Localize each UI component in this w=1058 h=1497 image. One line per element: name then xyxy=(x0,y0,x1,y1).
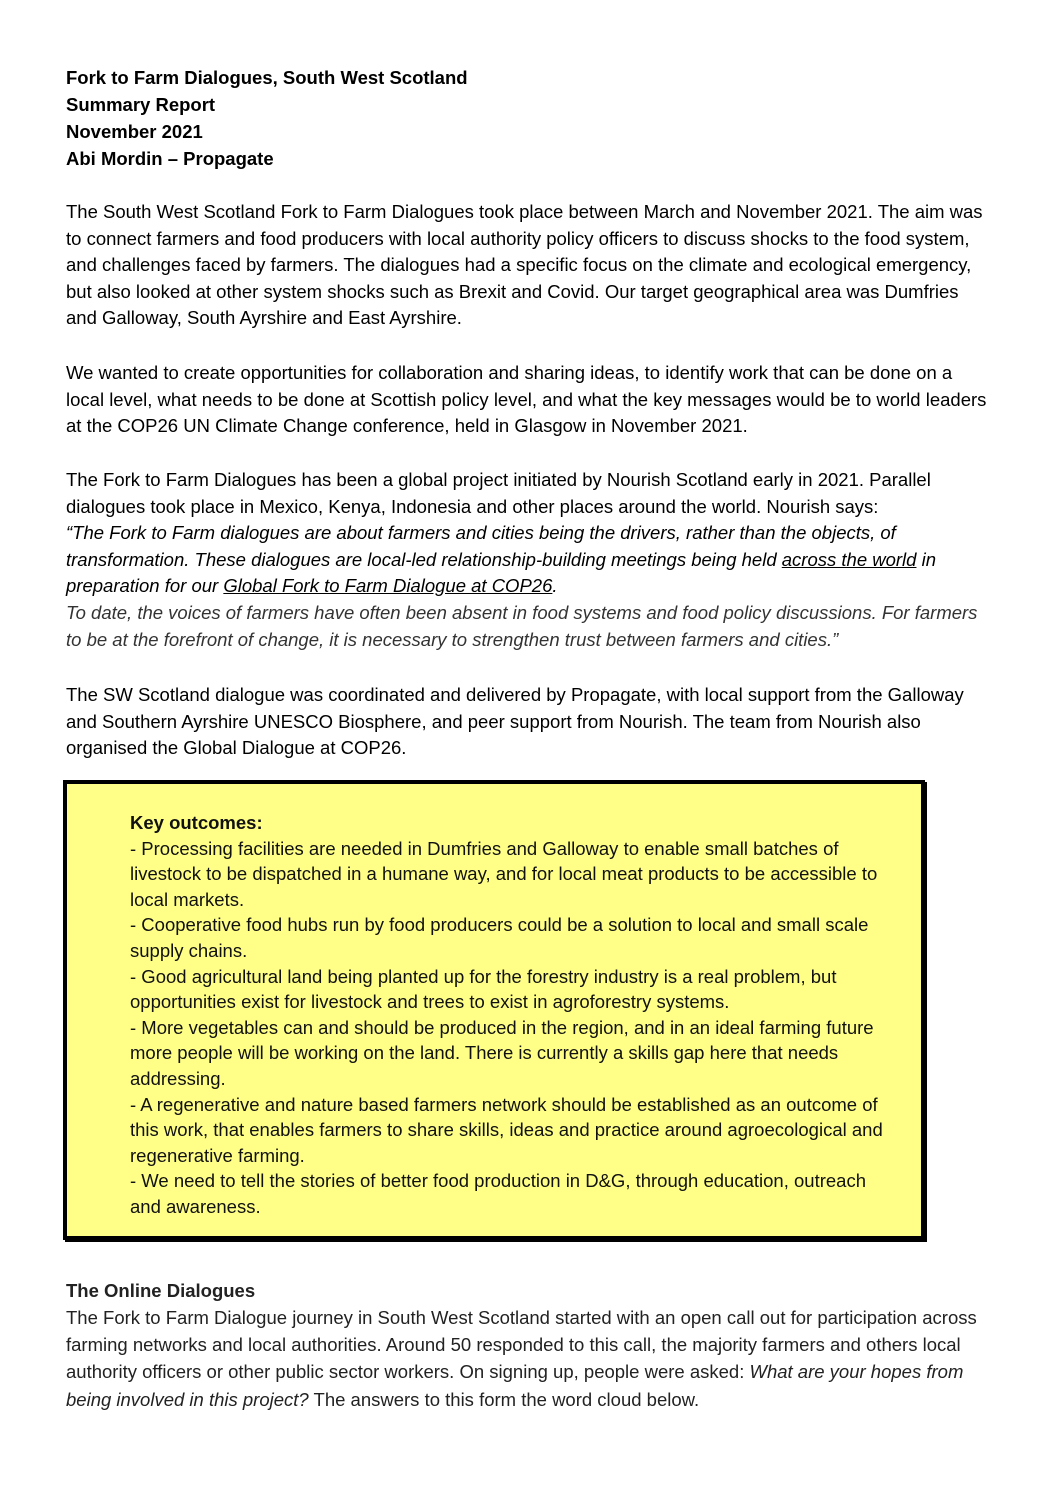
outcome-item: - Cooperative food hubs run by food producers could be a solution to local and small scale supply chains. xyxy=(130,914,869,961)
report-author: Abi Mordin – Propagate xyxy=(66,148,274,169)
outcome-item: - Processing facilities are needed in Dumfries and Galloway to enable small batches of livestock to be dispatched in a humane way, and for local meat products to be accessible to local markets. xyxy=(130,837,878,910)
online-dialogues-heading: The Online Dialogues xyxy=(66,1280,256,1301)
online-dialogues-text-b: The answers to this form the word cloud below. xyxy=(308,1388,700,1410)
outcome-item: - We need to tell the stories of better food production in D&G, through education, outreach and awareness. xyxy=(130,1170,866,1217)
outcome-item: - Good agricultural land being planted up for the forestry industry is a real problem, but opportunities exist for livestock and trees to exist in agroforestry systems. xyxy=(130,965,837,1013)
nourish-quote-continued: To date, the voices of farmers have often been absent in food systems and food policy discussions. For farmers to be at the forefront of change, it is necessary to strengthen trust between farmers and cities.” xyxy=(66,601,978,650)
across-the-world-link[interactable]: across the world xyxy=(781,548,917,570)
nourish-quote-text-a: “The Fork to Farm dialogues are about farmers and cities being the drivers, rather than the objects, of transformation. These dialogues are local-led relationship-building meetings being held xyxy=(66,522,896,570)
intro-paragraph-2: We wanted to create opportunities for collaboration and sharing ideas, to identify work that can be done on a local level, what needs to be done at Scottish policy level, and what the key messages would be to world leaders at the COP26 UN Climate Change conference, held in Glasgow in November 2021. xyxy=(66,362,987,437)
nourish-intro-text: The Fork to Farm Dialogues has been a global project initiated by Nourish Scotland early in 2021. Parallel dialogues took place in Mexico, Kenya, Indonesia and other places around the world. Nourish says: xyxy=(66,469,931,517)
key-outcomes-content xyxy=(130,810,900,1220)
outcome-item: - A regenerative and nature based farmers network should be established as an outcome of this work, that enables farmers to share skills, ideas and practice around agroecological and regenerative farming. xyxy=(130,1093,883,1166)
key-outcomes-box xyxy=(63,780,925,1240)
report-title: Fork to Farm Dialogues, South West Scotland xyxy=(66,67,468,88)
online-dialogues-paragraph xyxy=(66,1304,992,1413)
nourish-quote-text-b: in preparation for our xyxy=(66,548,937,597)
report-subtitle: Summary Report xyxy=(66,94,216,115)
online-dialogues-text-a: The Fork to Farm Dialogue journey in South West Scotland started with an open call out for participation across farming networks and local authorities. Around 50 responded to this call, the majority farmers and others local authority officers or other public sector workers. On signing up, people were asked: xyxy=(66,1307,977,1383)
report-header xyxy=(66,64,986,172)
nourish-quote xyxy=(66,522,936,596)
key-outcomes-title: Key outcomes: xyxy=(130,812,263,833)
intro-paragraph-4: The SW Scotland dialogue was coordinated and delivered by Propagate, with local support from the Galloway and Southern Ayrshire UNESCO Biosphere, and peer support from Nourish. The team from Nourish also organised the Global Dialogue at COP26. xyxy=(66,684,964,759)
nourish-quote-text-c: . xyxy=(552,575,558,597)
report-date: November 2021 xyxy=(66,121,203,142)
intro-paragraph-1: The South West Scotland Fork to Farm Dialogues took place between March and November 2021. The aim was to connect farmers and food producers with local authority policy officers to discuss shocks to the food system, and challenges faced by farmers. The dialogues had a specific focus on the climate and ecological emergency, but also looked at other system shocks such as Brexit and Covid. Our target geographical area was Dumfries and Galloway, South Ayrshire and East Ayrshire. xyxy=(66,201,983,329)
outcome-item: - More vegetables can and should be produced in the region, and in an ideal farming future more people will be working on the land. There is currently a skills gap here that needs addressing. xyxy=(130,1016,874,1089)
global-dialogue-link[interactable]: Global Fork to Farm Dialogue at COP26 xyxy=(223,575,553,597)
online-dialogues-question: What are your hopes from being involved in this project? xyxy=(66,1361,964,1410)
intro-paragraph-3 xyxy=(66,467,992,653)
